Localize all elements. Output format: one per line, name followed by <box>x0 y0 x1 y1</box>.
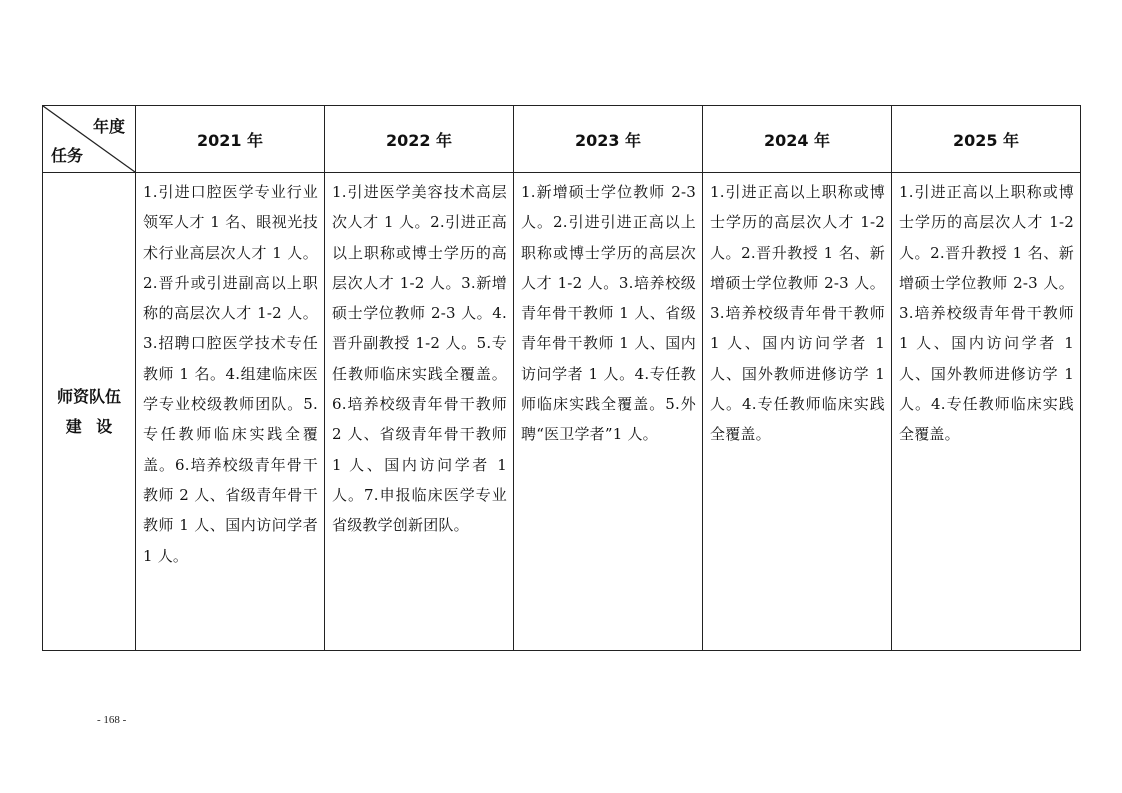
plan-table <box>42 105 1081 651</box>
task-cell-2023 <box>514 173 703 651</box>
task-text-2024: 1.引进正高以上职称或博士学历的高层次人才 1-2 人。2.晋升教授 1 名、新增硕士学位教师 2-3 人。3.培养校级青年骨干教师 1 人、国内访问学者 1 人、国外教师进修访学 1 人。4.专任教师临床实践全覆盖。 <box>710 183 885 444</box>
task-text-2021: 1.引进口腔医学专业行业领军人才 1 名、眼视光技术行业高层次人才 1 人。2.晋升或引进副高以上职称的高层次人才 1-2 人。3.招聘口腔医学技术专任教师 1 名。4.组建临床医学专业校级教师团队。5.专任教师临床实践全覆盖。6.培养校级青年骨干教师 2 人、省级青年骨干教师 1 人、国内访问学者 1 人。 <box>143 183 318 565</box>
row-header-line-2: 建设 <box>65 416 127 436</box>
year-header-2025: 2025 年 <box>892 106 1081 173</box>
year-header-2021: 2021 年 <box>136 106 325 173</box>
task-text-2022: 1.引进医学美容技术高层次人才 1 人。2.引进正高以上职称或博士学历的高层次人才 1-2 人。3.新增硕士学位教师 2-3 人。4.晋升副教授 1-2 人。5.专任教师临床实践全覆盖。6.培养校级青年骨干教师 2 人、省级青年骨干教师 1 人、国内访问学者 1 人。7.申报临床医学专业省级教学创新团队。 <box>332 183 507 535</box>
row-header-faculty <box>43 173 136 651</box>
corner-task-label: 任务 <box>51 146 84 165</box>
task-cell-2025 <box>892 173 1081 651</box>
table-header-row <box>43 106 1081 173</box>
year-header-2024: 2024 年 <box>703 106 892 173</box>
task-text-2023: 1.新增硕士学位教师 2-3 人。2.引进引进正高以上职称或博士学历的高层次人才 1-2 人。3.培养校级青年骨干教师 1 人、省级青年骨干教师 1 人、国内访问学者 1 人。4.专任教师临床实践全覆盖。5.外聘“医卫学者”1 人。 <box>521 183 696 444</box>
table-row <box>43 173 1081 651</box>
corner-header-cell <box>43 106 136 173</box>
task-cell-2022 <box>325 173 514 651</box>
page-number: - 168 - <box>97 714 127 726</box>
corner-year-label: 年度 <box>92 117 125 136</box>
year-header-2023: 2023 年 <box>514 106 703 173</box>
year-header-2022: 2022 年 <box>325 106 514 173</box>
task-cell-2024 <box>703 173 892 651</box>
task-text-2025: 1.引进正高以上职称或博士学历的高层次人才 1-2 人。2.晋升教授 1 名、新增硕士学位教师 2-3 人。3.培养校级青年骨干教师 1 人、国内访问学者 1 人、国外教师进修访学 1 人。4.专任教师临床实践全覆盖。 <box>899 183 1074 444</box>
task-cell-2021 <box>136 173 325 651</box>
row-header-line-1: 师资队伍 <box>56 386 121 406</box>
